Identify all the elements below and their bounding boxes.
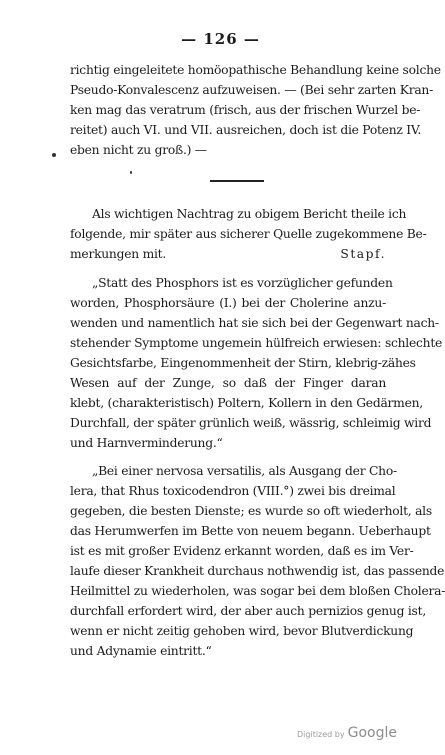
paragraph-phosphorsaeure	[70, 273, 443, 453]
ink-speck	[130, 171, 132, 174]
paragraph-nachtrag	[70, 204, 427, 264]
text-line: reitet) auch VI. und VII. ausreichen, doch ist die Potenz IV.	[70, 123, 422, 137]
author-signature: Stapf.	[340, 247, 386, 261]
paragraph-continuation	[70, 60, 441, 160]
section-divider	[210, 180, 264, 182]
text-line: und Adynamie eintritt.“	[70, 644, 212, 658]
text-line: „Statt des Phosphors ist es vorzüglicher gefunden	[92, 276, 393, 290]
text-line: stehender Symptome ungemein hülfreich erwiesen: schlechte	[70, 336, 443, 350]
text-line: folgende, mir später aus sicherer Quelle zugekommene Be-	[70, 227, 427, 241]
text-line: richtig eingeleitete homöopathische Behandlung keine solche	[70, 63, 441, 77]
text-line: wenden und namentlich hat sie sich bei der Gegenwart nach-	[70, 316, 439, 330]
text-line: und Harnverminderung.“	[70, 436, 223, 450]
text-line: ken mag das veratrum (frisch, aus der frischen Wurzel be-	[70, 103, 421, 117]
text-line: gegeben, die besten Dienste; es wurde so oft wiederholt, als	[70, 504, 432, 518]
text-line: „Bei einer nervosa versatilis, als Ausgang der Cho-	[92, 464, 397, 478]
text-line: laufe dieser Krankheit durchaus nothwendig ist, das passende	[70, 564, 445, 578]
text-line: Wesen auf der Zunge, so daß der Finger daran	[70, 376, 386, 390]
page-number: — 126 —	[181, 30, 260, 48]
text-line: das Herumwerfen im Bette von neuem begann. Ueberhaupt	[70, 524, 431, 538]
text-line: ist es mit großer Evidenz erkannt worden, daß es im Ver-	[70, 544, 414, 558]
text-line: merkungen mit.	[70, 247, 167, 261]
ink-speck	[52, 153, 56, 157]
text-line: durchfall erfordert wird, der aber auch pernizios genug ist,	[70, 604, 426, 618]
google-logo: Google	[347, 725, 397, 741]
digitized-by-label: Digitized by	[297, 730, 345, 739]
paragraph-rhus	[70, 461, 445, 661]
text-line: worden, Phosphorsäure (I.) bei der Cholerine anzu-	[70, 296, 386, 310]
text-line: Gesichtsfarbe, Eingenommenheit der Stirn, klebrig-zähes	[70, 356, 416, 370]
signature-line	[70, 244, 386, 264]
text-line: eben nicht zu groß.) —	[70, 143, 207, 157]
digitization-watermark	[297, 722, 397, 741]
text-line: klebt, (charakteristisch) Poltern, Kollern in den Gedärmen,	[70, 396, 423, 410]
text-line: Als wichtigen Nachtrag zu obigem Bericht theile ich	[92, 207, 407, 221]
text-line: lera, that Rhus toxicodendron (VIII.°) zwei bis dreimal	[70, 484, 396, 498]
text-line: wenn er nicht zeitig gehoben wird, bevor Blutverdickung	[70, 624, 414, 638]
text-line: Pseudo-Konvalescenz aufzuweisen. — (Bei sehr zarten Kran-	[70, 83, 434, 97]
text-line: Durchfall, der später grünlich weiß, wässrig, schleimig wird	[70, 416, 432, 430]
text-line: Heilmittel zu wiederholen, was sogar bei dem bloßen Cholera-	[70, 584, 445, 598]
